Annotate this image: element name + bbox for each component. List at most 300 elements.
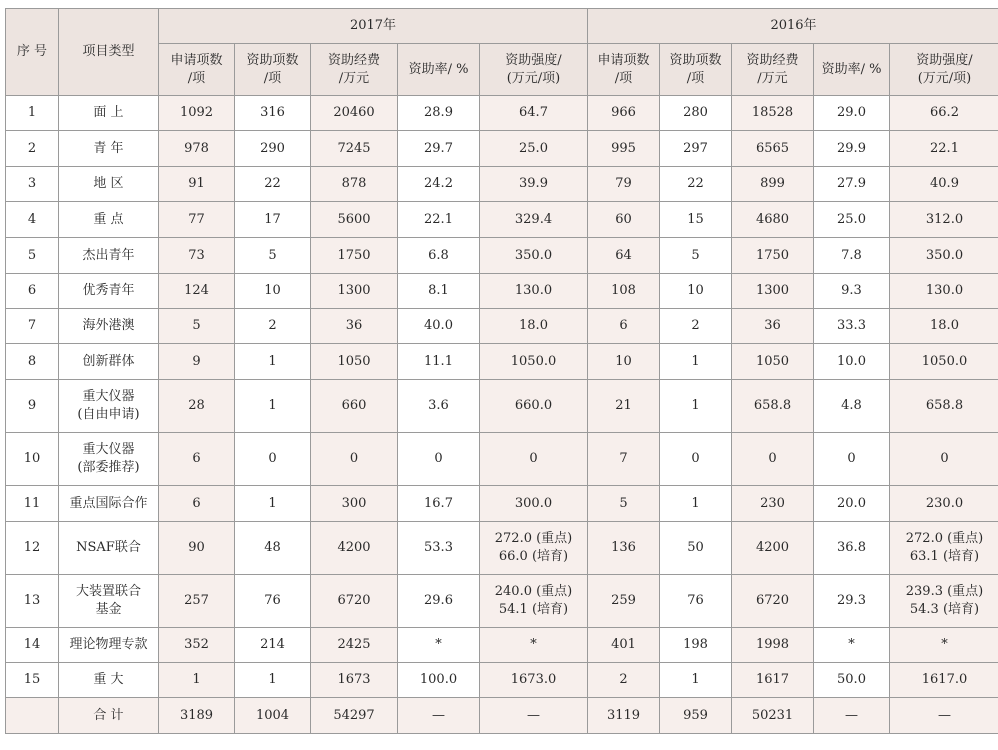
header-col-line: (万元/项): [917, 70, 972, 86]
cell-text: 创新群体: [82, 353, 135, 369]
row-type: [59, 274, 159, 309]
table-row: [6, 202, 998, 238]
cell-text: 64: [615, 247, 632, 263]
table-row: [6, 238, 998, 274]
cell-text: 17: [264, 211, 281, 227]
cell-applications-2016: [588, 96, 660, 131]
cell-rate-2016: [814, 380, 890, 433]
cell-rate-2017: [398, 274, 480, 309]
cell-funded-2016: [660, 380, 732, 433]
cell-rate-2016: [814, 663, 890, 698]
cell-applications-2016: [588, 238, 660, 274]
cell-rate-2017: [398, 663, 480, 698]
cell-applications-2016: [588, 167, 660, 202]
cell-applications-2017: [159, 309, 235, 344]
cell-text: 7245: [337, 140, 371, 156]
row-type: [59, 238, 159, 274]
cell-applications-2017: [159, 202, 235, 238]
table-row: [6, 274, 998, 309]
table-row: [6, 628, 998, 663]
header-col-intensity-2016: [890, 44, 998, 96]
cell-text: 198: [683, 637, 708, 652]
cell-intensity-2017: [480, 344, 588, 380]
table-row: [6, 663, 998, 698]
cell-funded-2016: [660, 433, 732, 486]
cell-text: 1673.0: [510, 672, 557, 687]
cell-text: 1: [268, 672, 277, 687]
header-col-applications-2017: [159, 44, 235, 96]
cell-text: 0: [268, 451, 277, 466]
cell-intensity-2016: [890, 380, 998, 433]
cell-intensity-2017: [480, 433, 588, 486]
cell-funded-2017: [235, 486, 311, 522]
cell-text: 20460: [333, 105, 375, 120]
row-type: [59, 380, 159, 433]
cell-funded-2017: [235, 628, 311, 663]
table-row: [6, 380, 998, 433]
cell-text: 1092: [179, 105, 214, 120]
cell-funding-2016: [732, 96, 814, 131]
header-col-funding-2016: [732, 44, 814, 96]
cell-text: 22: [687, 176, 704, 191]
cell-text: 108: [611, 283, 636, 298]
cell-intensity-2017: [480, 202, 588, 238]
cell-funded-2017: [235, 202, 311, 238]
cell-text: 9: [192, 353, 201, 369]
cell-funding-2017: [311, 575, 398, 628]
cell-text: —: [845, 707, 858, 723]
row-type: [59, 628, 159, 663]
cell-text: 1617: [755, 672, 790, 687]
row-type: [59, 698, 159, 734]
cell-text: 6720: [755, 593, 790, 608]
cell-text: 29.6: [424, 593, 453, 608]
cell-text: 优秀青年: [82, 283, 135, 298]
cell-rate-2017: [398, 486, 480, 522]
cell-funded-2016: [660, 575, 732, 628]
cell-intensity-2016: [890, 522, 998, 575]
cell-text: 1: [691, 672, 700, 687]
cell-funding-2017: [311, 628, 398, 663]
cell-intensity-2017: [480, 309, 588, 344]
cell-intensity-2017: [480, 522, 588, 575]
cell-text: 2: [691, 318, 700, 333]
cell-text: 239.3 (重点): [905, 584, 984, 599]
cell-text: NSAF联合: [76, 540, 141, 555]
header-col-line: 申请项数: [597, 52, 650, 68]
table-row: [6, 486, 998, 522]
cell-text: 272.0 (重点): [905, 531, 984, 546]
header-col-line: 资助率/ %: [408, 61, 469, 77]
cell-text: 91: [188, 176, 205, 191]
cell-rate-2017: [398, 96, 480, 131]
cell-text: 0: [691, 451, 700, 466]
cell-intensity-2017: [480, 663, 588, 698]
cell-text: 1050: [337, 353, 371, 369]
header-col-line: 资助强度/: [916, 52, 973, 68]
cell-text: 0: [349, 451, 359, 466]
row-index: 9: [6, 380, 59, 433]
cell-funded-2016: [660, 628, 732, 663]
cell-text: 青 年: [93, 140, 124, 156]
cell-text: 5: [268, 247, 277, 263]
cell-text: 3189: [179, 707, 214, 723]
header-col-rate-2017: [398, 44, 480, 96]
cell-text: 33.3: [837, 318, 866, 333]
cell-funding-2017: [311, 663, 398, 698]
header-year-2016: 2016年: [588, 9, 998, 44]
cell-rate-2016: [814, 575, 890, 628]
cell-funding-2016: [732, 380, 814, 433]
header-col-line: /万元: [757, 70, 788, 86]
cell-text: 1050: [755, 353, 790, 369]
cell-funding-2016: [732, 663, 814, 698]
cell-text: 878: [341, 176, 367, 191]
cell-text: 22.1: [424, 211, 453, 227]
cell-text: *: [435, 637, 442, 652]
cell-intensity-2016: [890, 131, 998, 167]
cell-text: 合 计: [93, 707, 124, 723]
cell-rate-2016: [814, 274, 890, 309]
cell-funding-2016: [732, 202, 814, 238]
cell-applications-2016: [588, 433, 660, 486]
cell-intensity-2017: [480, 238, 588, 274]
cell-intensity-2017: [480, 380, 588, 433]
total-row: [6, 698, 998, 734]
cell-applications-2017: [159, 131, 235, 167]
cell-text: 25.0: [837, 211, 866, 227]
cell-funded-2017: [235, 96, 311, 131]
cell-intensity-2016: [890, 486, 998, 522]
cell-text: 重大仪器: [82, 442, 135, 457]
cell-applications-2017: [159, 698, 235, 734]
cell-applications-2017: [159, 380, 235, 433]
cell-rate-2016: [814, 522, 890, 575]
cell-text: 2425: [337, 637, 371, 652]
table-row: [6, 575, 998, 628]
cell-funding-2016: [732, 522, 814, 575]
cell-funded-2016: [660, 344, 732, 380]
cell-text: 39.9: [519, 176, 548, 191]
cell-text: 240.0 (重点): [494, 584, 573, 599]
cell-funding-2017: [311, 131, 398, 167]
row-type: [59, 344, 159, 380]
cell-funding-2016: [732, 628, 814, 663]
cell-applications-2017: [159, 167, 235, 202]
row-type: [59, 486, 159, 522]
cell-intensity-2017: [480, 167, 588, 202]
cell-funded-2017: [235, 309, 311, 344]
row-index: 10: [6, 433, 59, 486]
cell-applications-2017: [159, 663, 235, 698]
cell-text: 6: [192, 451, 201, 466]
header-col-funded-2016: [660, 44, 732, 96]
cell-text: 基金: [95, 602, 122, 617]
cell-text: 53.3: [424, 540, 453, 555]
cell-rate-2017: [398, 628, 480, 663]
cell-text: 66.2: [930, 105, 959, 120]
cell-text: 50: [687, 540, 704, 555]
cell-text: 3.6: [428, 398, 449, 413]
cell-text: 257: [184, 593, 209, 608]
cell-text: 966: [611, 105, 636, 120]
cell-text: 2: [619, 672, 628, 687]
cell-text: 316: [260, 105, 285, 120]
header-type: 项目类型: [59, 9, 159, 96]
cell-text: 29.7: [424, 140, 453, 156]
cell-text: 660: [341, 398, 367, 413]
cell-funded-2017: [235, 663, 311, 698]
cell-text: 0: [434, 451, 443, 466]
table-header: [6, 9, 998, 96]
cell-text: 大装置联合: [75, 584, 141, 599]
header-col-funding-2017: [311, 44, 398, 96]
cell-applications-2016: [588, 628, 660, 663]
cell-funded-2016: [660, 167, 732, 202]
cell-text: 1: [192, 672, 201, 687]
row-type: [59, 663, 159, 698]
cell-text: 658.8: [753, 398, 792, 413]
cell-text: 重 点: [93, 211, 124, 227]
cell-funding-2016: [732, 344, 814, 380]
cell-text: 理论物理专款: [69, 637, 148, 652]
cell-funding-2017: [311, 238, 398, 274]
cell-text: 54.1 (培育): [498, 602, 569, 617]
cell-text: 5600: [337, 211, 371, 227]
cell-text: 36.8: [837, 540, 866, 555]
cell-funding-2017: [311, 274, 398, 309]
cell-intensity-2016: [890, 202, 998, 238]
row-type: [59, 309, 159, 344]
cell-rate-2016: [814, 486, 890, 522]
cell-text: 401: [611, 637, 636, 652]
cell-applications-2017: [159, 575, 235, 628]
cell-intensity-2016: [890, 698, 998, 734]
cell-text: 6.8: [428, 247, 449, 263]
cell-intensity-2016: [890, 238, 998, 274]
cell-text: 1750: [755, 247, 790, 263]
cell-text: 1673: [337, 672, 371, 687]
row-type: [59, 202, 159, 238]
header-year-2017: 2017年: [159, 9, 588, 44]
cell-intensity-2016: [890, 309, 998, 344]
cell-rate-2017: [398, 380, 480, 433]
row-index: 5: [6, 238, 59, 274]
cell-text: 64.7: [519, 105, 548, 120]
row-index: 7: [6, 309, 59, 344]
cell-text: 25.0: [519, 140, 548, 156]
cell-text: 350.0: [925, 247, 964, 263]
cell-text: 214: [260, 637, 285, 652]
cell-text: 54.3 (培育): [909, 602, 980, 617]
cell-applications-2016: [588, 663, 660, 698]
cell-text: 54297: [333, 707, 375, 723]
cell-funded-2016: [660, 238, 732, 274]
cell-funded-2017: [235, 274, 311, 309]
cell-text: 5: [691, 247, 700, 263]
cell-funding-2016: [732, 131, 814, 167]
row-index: 8: [6, 344, 59, 380]
cell-text: 0: [768, 451, 777, 466]
cell-text: 1617.0: [921, 672, 968, 687]
cell-text: 4200: [337, 540, 371, 555]
cell-applications-2017: [159, 344, 235, 380]
header-col-intensity-2017: [480, 44, 588, 96]
cell-funded-2016: [660, 274, 732, 309]
header-index: 序 号: [6, 9, 59, 96]
cell-text: 11.1: [424, 353, 453, 369]
cell-text: 79: [615, 176, 632, 191]
cell-text: 130.0: [925, 283, 964, 298]
cell-text: 海外港澳: [82, 318, 135, 333]
cell-text: 4680: [755, 211, 790, 227]
cell-funded-2017: [235, 433, 311, 486]
cell-rate-2017: [398, 309, 480, 344]
cell-text: 60: [615, 211, 632, 227]
cell-text: 29.9: [837, 140, 866, 156]
cell-text: 124: [184, 283, 209, 298]
cell-funding-2017: [311, 433, 398, 486]
row-index: 12: [6, 522, 59, 575]
cell-applications-2017: [159, 238, 235, 274]
row-index: 2: [6, 131, 59, 167]
cell-text: 995: [611, 140, 636, 156]
cell-text: 28: [188, 398, 205, 413]
cell-text: 50.0: [837, 672, 866, 687]
cell-intensity-2017: [480, 486, 588, 522]
table-body: [6, 96, 998, 734]
row-index: 4: [6, 202, 59, 238]
cell-text: —: [938, 707, 951, 723]
cell-text: 1050.0: [510, 353, 557, 369]
header-col-line: 资助经费: [746, 52, 799, 68]
row-type: [59, 167, 159, 202]
cell-text: 5: [192, 318, 201, 333]
header-col-line: 资助项数: [246, 52, 299, 68]
cell-funding-2017: [311, 380, 398, 433]
row-index: 14: [6, 628, 59, 663]
row-type: [59, 433, 159, 486]
cell-text: 280: [683, 105, 708, 120]
cell-text: 7.8: [841, 247, 862, 263]
cell-intensity-2016: [890, 96, 998, 131]
cell-text: 73: [188, 247, 205, 263]
cell-funded-2017: [235, 131, 311, 167]
cell-text: 1: [691, 398, 700, 413]
cell-text: 重点国际合作: [69, 495, 148, 511]
cell-applications-2016: [588, 575, 660, 628]
cell-text: 8.1: [428, 283, 449, 298]
row-index: 13: [6, 575, 59, 628]
cell-text: 40.0: [424, 318, 453, 333]
cell-funded-2016: [660, 202, 732, 238]
cell-intensity-2017: [480, 96, 588, 131]
cell-text: 15: [687, 211, 704, 227]
cell-text: 面 上: [93, 105, 124, 120]
cell-rate-2017: [398, 698, 480, 734]
cell-funded-2017: [235, 238, 311, 274]
cell-text: 1750: [337, 247, 371, 263]
cell-rate-2016: [814, 433, 890, 486]
cell-text: —: [527, 707, 540, 723]
cell-text: 6: [619, 318, 628, 333]
row-index: [6, 698, 59, 734]
cell-rate-2016: [814, 698, 890, 734]
cell-text: *: [941, 637, 948, 652]
cell-text: 100.0: [419, 672, 458, 687]
cell-funded-2016: [660, 522, 732, 575]
cell-text: 重大仪器: [82, 389, 135, 404]
cell-intensity-2017: [480, 575, 588, 628]
cell-text: 63.1 (培育): [909, 549, 980, 564]
cell-text: 76: [264, 593, 281, 608]
cell-text: 27.9: [837, 176, 866, 191]
header-col-line: 资助强度/: [505, 52, 562, 68]
row-index: 11: [6, 486, 59, 522]
cell-rate-2017: [398, 167, 480, 202]
cell-funding-2016: [732, 433, 814, 486]
cell-text: 1: [691, 353, 700, 369]
cell-intensity-2016: [890, 344, 998, 380]
cell-text: 6: [192, 495, 201, 511]
cell-applications-2016: [588, 486, 660, 522]
cell-text: 130.0: [514, 283, 553, 298]
cell-text: 48: [264, 540, 281, 555]
cell-text: 36: [345, 318, 363, 333]
cell-funding-2017: [311, 202, 398, 238]
cell-funding-2016: [732, 575, 814, 628]
cell-text: 10: [615, 353, 632, 369]
table-row: [6, 522, 998, 575]
cell-text: 90: [188, 540, 205, 555]
cell-rate-2016: [814, 309, 890, 344]
cell-text: 3119: [606, 707, 641, 723]
cell-text: 230.0: [925, 495, 964, 511]
cell-text: 0: [940, 451, 949, 466]
table-row: [6, 309, 998, 344]
cell-funded-2017: [235, 522, 311, 575]
cell-funded-2016: [660, 131, 732, 167]
cell-text: 959: [683, 707, 708, 723]
header-col-line: /项: [614, 70, 633, 86]
header-col-line: (万元/项): [506, 70, 561, 86]
cell-text: 4.8: [841, 398, 862, 413]
cell-intensity-2016: [890, 167, 998, 202]
cell-text: 230: [760, 495, 785, 511]
cell-funding-2017: [311, 698, 398, 734]
cell-rate-2017: [398, 433, 480, 486]
cell-text: 66.0 (培育): [498, 549, 569, 564]
cell-text: 29.3: [837, 593, 866, 608]
cell-text: 978: [184, 140, 209, 156]
cell-applications-2017: [159, 522, 235, 575]
table-row: [6, 433, 998, 486]
cell-text: 18.0: [519, 318, 548, 333]
cell-text: 4200: [755, 540, 790, 555]
cell-applications-2016: [588, 274, 660, 309]
cell-intensity-2016: [890, 575, 998, 628]
cell-applications-2016: [588, 309, 660, 344]
cell-text: 18528: [751, 105, 794, 120]
cell-funding-2017: [311, 344, 398, 380]
cell-rate-2016: [814, 628, 890, 663]
cell-funding-2016: [732, 274, 814, 309]
cell-text: (自由申请): [77, 407, 140, 422]
header-col-line: 资助项数: [669, 52, 722, 68]
cell-text: 9.3: [841, 283, 862, 298]
cell-rate-2017: [398, 575, 480, 628]
cell-funding-2016: [732, 167, 814, 202]
